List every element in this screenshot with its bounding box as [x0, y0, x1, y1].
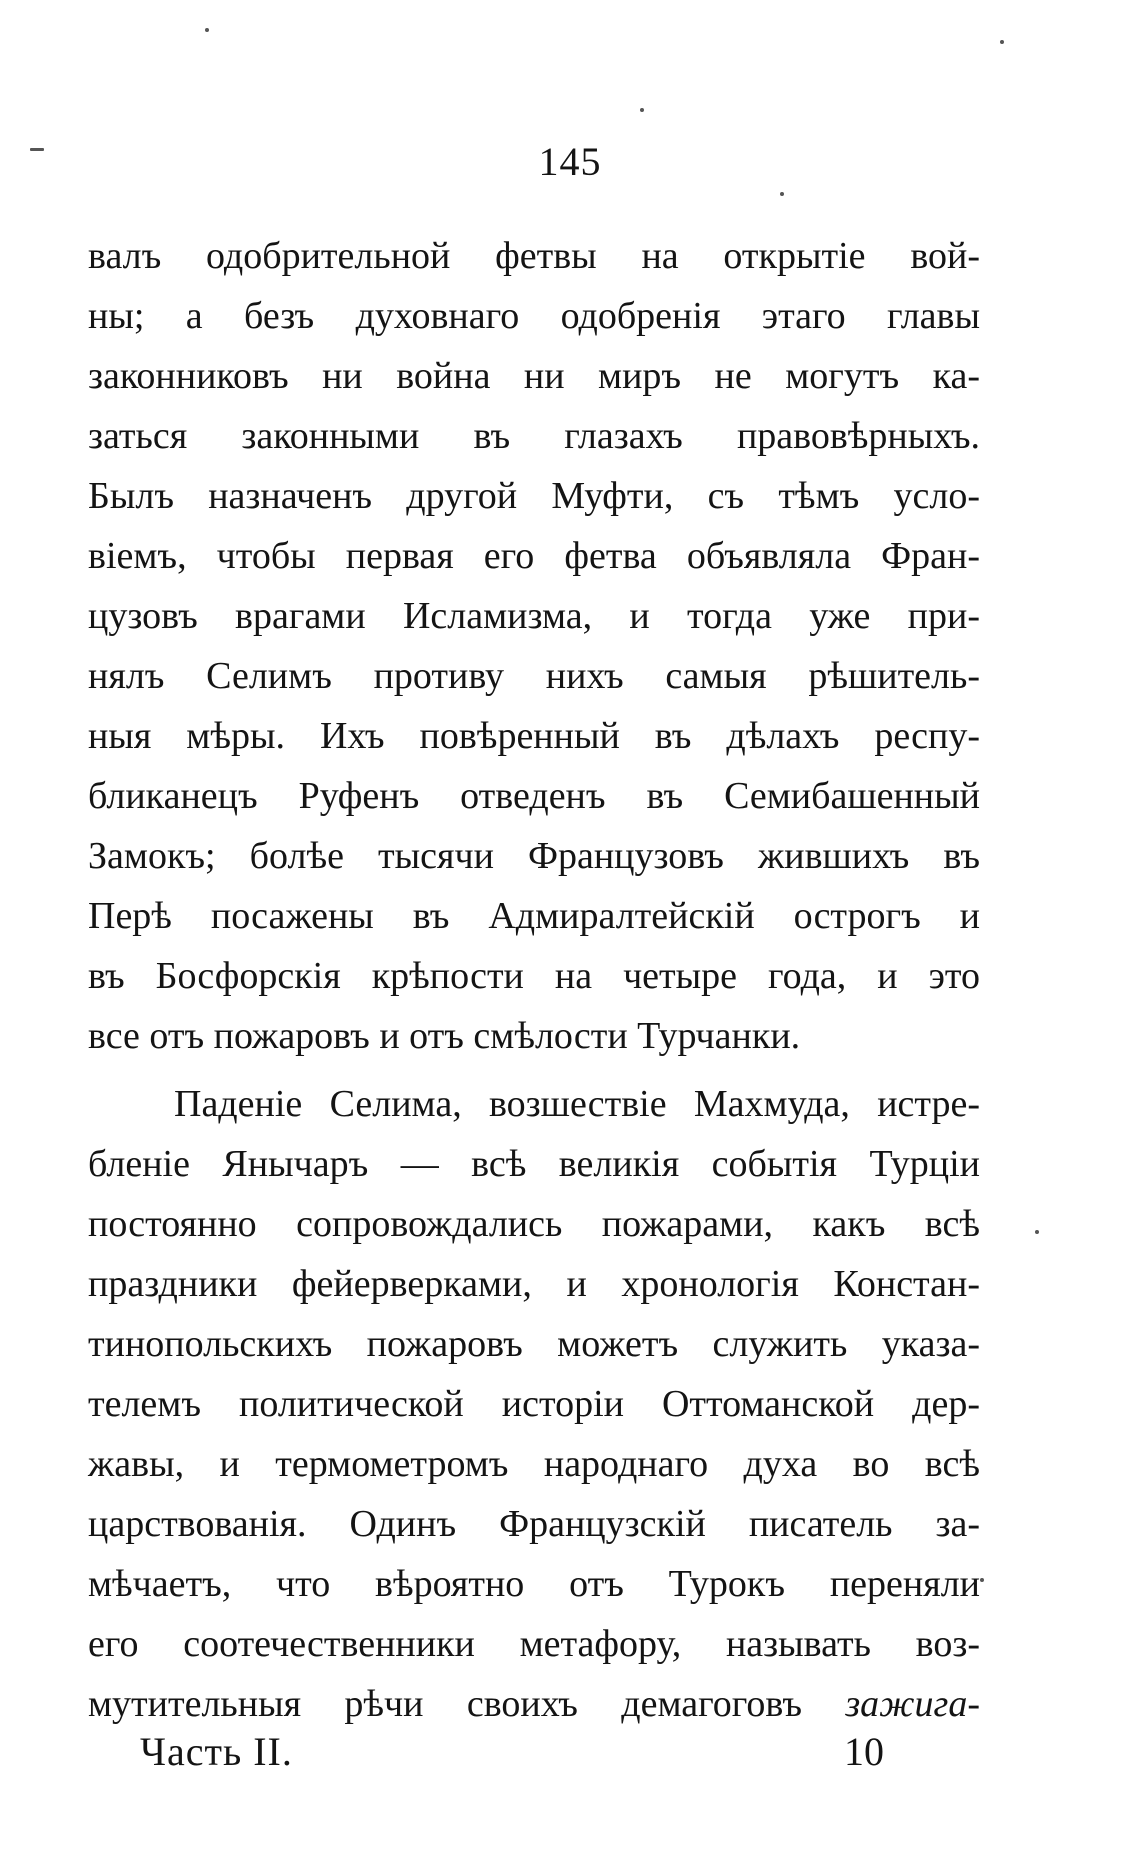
text-line: въ Босфорскія крѣпости на четыре года, и это: [88, 955, 980, 997]
scan-speck: [980, 1578, 984, 1582]
body-text: [88, 226, 980, 1734]
text-line: віемъ, чтобы первая его фетва объявляла Фран-: [88, 535, 980, 577]
text-line: нялъ Селимъ противу нихъ самыя рѣшитель-: [88, 655, 980, 697]
text-line: постоянно сопровождались пожарами, какъ всѣ: [88, 1203, 980, 1245]
text-line: телемъ политической исторіи Оттоманской дер-: [88, 1383, 980, 1425]
footer-part-label: Часть II.: [140, 1729, 293, 1774]
scan-speck: [1035, 1230, 1039, 1234]
text-line: царствованія. Одинъ Французскій писатель за-: [88, 1503, 980, 1545]
text-line: мѣчаетъ, что вѣроятно отъ Турокъ переняли: [88, 1563, 980, 1605]
text-line-content: мутительныя рѣчи своихъ демагоговъ: [88, 1683, 803, 1725]
text-line: Замокъ; болѣе тысячи Французовъ жившихъ въ: [88, 835, 980, 877]
scan-speck: [30, 148, 44, 151]
text-line: тинопольскихъ пожаровъ можетъ служить указа-: [88, 1323, 980, 1365]
page-number: 145: [538, 139, 602, 184]
text-line-final: [88, 1674, 980, 1734]
text-line: жавы, и термометромъ народнаго духа во всѣ: [88, 1443, 980, 1485]
italic-emphasis: зажига-: [845, 1683, 981, 1725]
text-line: законниковъ ни война ни миръ не могутъ ка-: [88, 355, 980, 397]
text-line: цузовъ врагами Исламизма, и тогда уже при-: [88, 595, 980, 637]
text-line: валъ одобрительной фетвы на открытіе вой-: [88, 235, 980, 277]
text-line: Паденіе Селима, возшествіе Махмуда, истре-: [174, 1083, 980, 1125]
scan-speck: [1000, 40, 1004, 44]
text-line: ныя мѣры. Ихъ повѣренный въ дѣлахъ респу-: [88, 715, 980, 757]
text-line: бликанецъ Руфенъ отведенъ въ Семибашенный: [88, 775, 980, 817]
text-line: все отъ пожаровъ и отъ смѣлости Турчанки.: [88, 1015, 801, 1057]
text-line: ны; а безъ духовнаго одобренія этаго главы: [88, 295, 980, 337]
text-line: его соотечественники метафору, называть воз-: [88, 1623, 980, 1665]
scan-speck: [780, 192, 784, 196]
scan-speck: [205, 28, 209, 32]
scan-speck: [640, 108, 644, 112]
footer-signature-mark: 10: [844, 1729, 884, 1774]
text-line: Перѣ посажены въ Адмиралтейскій острогъ и: [88, 895, 980, 937]
text-line: заться законными въ глазахъ правовѣрныхъ.: [88, 415, 980, 457]
paragraph-break: [88, 1066, 980, 1074]
text-line: бленіе Янычаръ — всѣ великія событія Турціи: [88, 1143, 980, 1185]
text-line: Былъ назначенъ другой Муфти, съ тѣмъ усло-: [88, 475, 980, 517]
text-line: праздники фейерверками, и хронологія Констан-: [88, 1263, 980, 1305]
